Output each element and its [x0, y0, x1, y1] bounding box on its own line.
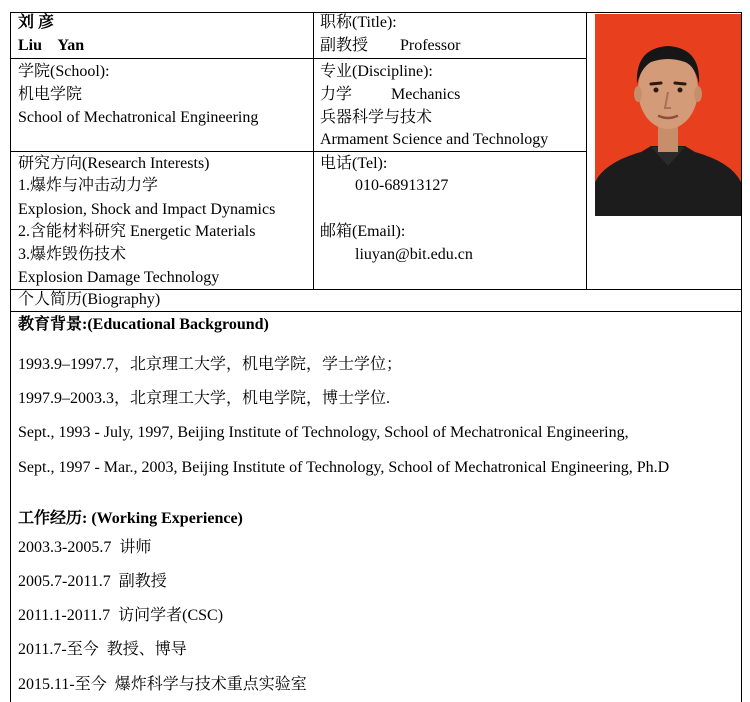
work-item: 2011.7-至今 教授、博导: [18, 641, 187, 658]
profile-table: [10, 12, 742, 702]
research-line: 3.爆炸毁伤技术: [18, 246, 127, 263]
title-english: Professor: [400, 37, 461, 54]
tel-number: 010-68913127: [355, 177, 449, 194]
row-divider-2: [10, 151, 587, 152]
education-heading: 教育背景:(Educational Background): [18, 316, 269, 333]
name-english: Liu Yan: [18, 37, 85, 54]
research-line: 1.爆炸与冲击动力学: [18, 177, 159, 194]
work-heading: 工作经历: (Working Experience): [18, 510, 243, 527]
row-divider-1: [10, 58, 587, 59]
discipline-1-english: Mechanics: [391, 86, 461, 103]
school-label: 学院(School):: [18, 63, 110, 80]
name-chinese: 刘 彦: [18, 14, 55, 31]
work-item: 2003.3-2005.7 讲师: [18, 539, 152, 556]
research-line: Explosion, Shock and Impact Dynamics: [18, 201, 276, 218]
table-border-left: [10, 12, 11, 702]
education-item: 1997.9–2003.3，北京理工大学，机电学院，博士学位.: [18, 390, 391, 407]
research-line: 2.含能材料研究 Energetic Materials: [18, 223, 256, 240]
email-label: 邮箱(Email):: [320, 223, 406, 240]
work-item: 2005.7-2011.7 副教授: [18, 573, 167, 590]
row-divider-4: [10, 311, 742, 312]
portrait-illustration: [595, 14, 741, 216]
school-name-chinese: 机电学院: [18, 86, 83, 103]
discipline-1-chinese: 力学: [320, 86, 353, 103]
discipline-label: 专业(Discipline):: [320, 63, 433, 80]
research-line: Explosion Damage Technology: [18, 269, 220, 286]
biography-label: 个人简历(Biography): [18, 291, 161, 308]
work-item: 2015.11-至今 爆炸科学与技术重点实验室: [18, 676, 307, 693]
table-border-right: [741, 12, 742, 702]
school-name-english: School of Mechatronical Engineering: [18, 109, 259, 126]
tel-label: 电话(Tel):: [320, 155, 388, 172]
email-address[interactable]: liuyan@bit.edu.cn: [355, 246, 473, 263]
portrait-photo: [595, 14, 741, 216]
education-item: 1993.9–1997.7，北京理工大学，机电学院，学士学位；: [18, 356, 403, 373]
title-label: 职称(Title):: [320, 14, 397, 31]
education-item: Sept., 1997 - Mar., 2003, Beijing Institute of Technology, School of Mechatronical Engineering, Ph.D: [18, 459, 670, 476]
discipline-2-chinese: 兵器科学与技术: [320, 109, 433, 126]
research-label: 研究方向(Research Interests): [18, 155, 210, 172]
discipline-2-english: Armament Science and Technology: [320, 131, 549, 148]
work-item: 2011.1-2011.7 访问学者(CSC): [18, 607, 224, 624]
title-chinese: 副教授: [320, 37, 369, 54]
education-item: Sept., 1993 - July, 1997, Beijing Institute of Technology, School of Mechatronical Engineering,: [18, 424, 629, 441]
